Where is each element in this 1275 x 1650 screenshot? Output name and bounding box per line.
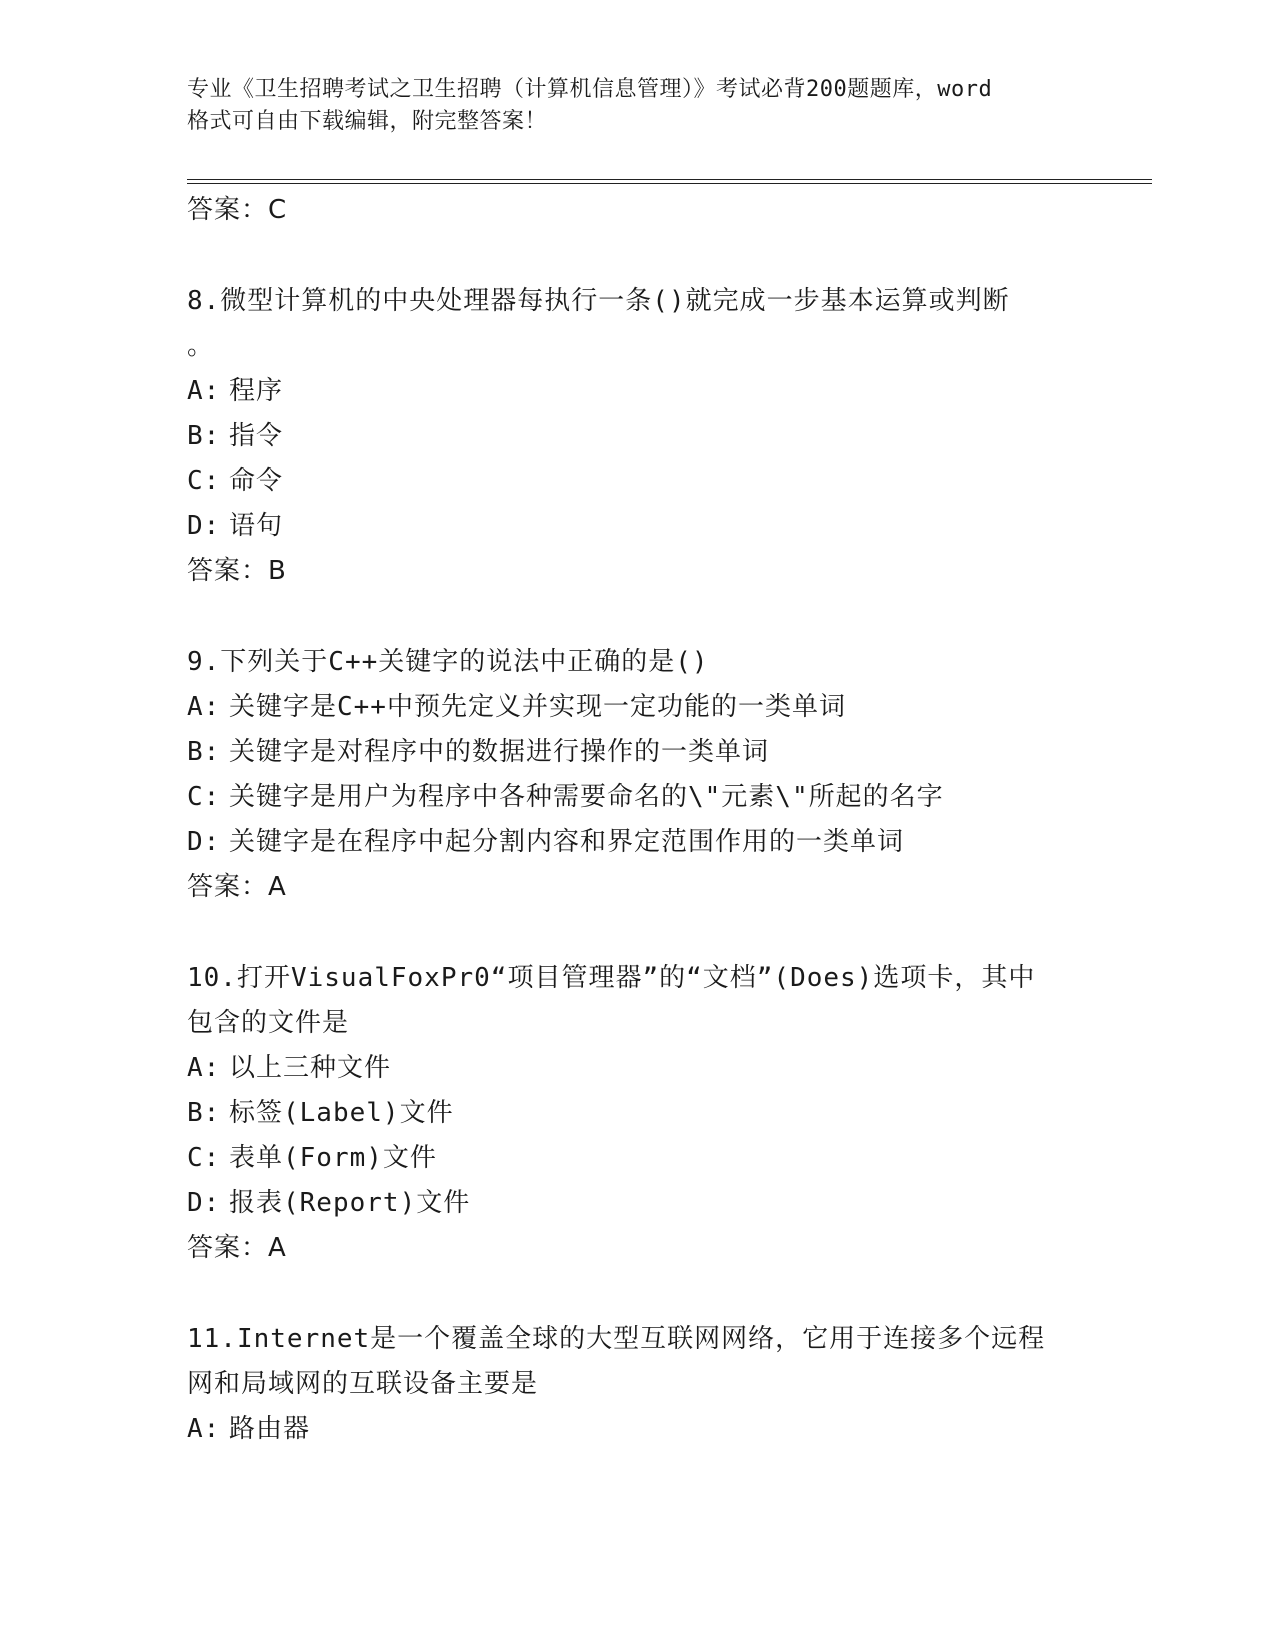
option-label: A: (187, 1053, 221, 1083)
answer: 答案：A (187, 872, 287, 902)
option-text: 表单(Form)文件 (229, 1143, 437, 1173)
question-stem-cont: 包含的文件是 (187, 1008, 350, 1038)
question-9 (187, 640, 1087, 910)
option-text: 以上三种文件 (229, 1053, 392, 1083)
option-b (187, 1091, 1087, 1136)
option-text: 关键字是在程序中起分割内容和界定范围作用的一类单词 (229, 827, 905, 857)
option-b (187, 730, 1087, 775)
option-text: 关键字是C++中预先定义并实现一定功能的一类单词 (229, 692, 846, 722)
option-label: A: (187, 376, 221, 406)
header-divider-top (187, 179, 1152, 180)
option-d (187, 1181, 1087, 1226)
option-a (187, 1407, 1087, 1452)
option-label: A: (187, 1414, 221, 1444)
option-text: 关键字是对程序中的数据进行操作的一类单词 (229, 737, 770, 767)
option-label: A: (187, 692, 221, 722)
option-label: B: (187, 737, 221, 767)
option-text: 命令 (229, 466, 284, 496)
question-stem: 9.下列关于C++关键字的说法中正确的是() (187, 647, 709, 677)
option-c (187, 459, 1087, 504)
option-c (187, 775, 1087, 820)
previous-answer: 答案：C (187, 195, 288, 225)
header-divider-bottom (187, 183, 1152, 184)
option-text: 关键字是用户为程序中各种需要命名的\"元素\"所起的名字 (229, 782, 944, 812)
question-list (187, 188, 1087, 1452)
option-d (187, 820, 1087, 865)
question-10 (187, 956, 1087, 1271)
option-text: 路由器 (229, 1414, 311, 1444)
option-label: C: (187, 1143, 221, 1173)
answer: 答案：B (187, 556, 287, 586)
option-a (187, 1046, 1087, 1091)
option-text: 报表(Report)文件 (229, 1188, 471, 1218)
document-header (187, 74, 1087, 138)
question-stem-cont: 。 (187, 331, 215, 361)
option-text: 语句 (229, 511, 284, 541)
option-text: 标签(Label)文件 (229, 1098, 454, 1128)
option-text: 指令 (229, 421, 284, 451)
question-stem: 10.打开VisualFoxPr0“项目管理器”的“文档”(Does)选项卡，其中 (187, 963, 1036, 993)
header-line-2: 格式可自由下载编辑，附完整答案！ (187, 109, 548, 134)
question-11 (187, 1317, 1087, 1452)
option-d (187, 504, 1087, 549)
option-a (187, 369, 1087, 414)
option-a (187, 685, 1087, 730)
header-line-1: 专业《卫生招聘考试之卫生招聘（计算机信息管理）》考试必背200题题库，word (187, 77, 993, 102)
option-b (187, 414, 1087, 459)
option-label: D: (187, 1188, 221, 1218)
option-label: C: (187, 466, 221, 496)
question-stem: 8.微型计算机的中央处理器每执行一条()就完成一步基本运算或判断 (187, 286, 1010, 316)
option-label: D: (187, 827, 221, 857)
option-label: C: (187, 782, 221, 812)
option-c (187, 1136, 1087, 1181)
option-text: 程序 (229, 376, 284, 406)
option-label: B: (187, 421, 221, 451)
question-8 (187, 279, 1087, 594)
question-stem-cont: 网和局域网的互联设备主要是 (187, 1369, 539, 1399)
option-label: D: (187, 511, 221, 541)
question-stem: 11.Internet是一个覆盖全球的大型互联网网络，它用于连接多个远程 (187, 1324, 1046, 1354)
answer: 答案：A (187, 1233, 287, 1263)
option-label: B: (187, 1098, 221, 1128)
